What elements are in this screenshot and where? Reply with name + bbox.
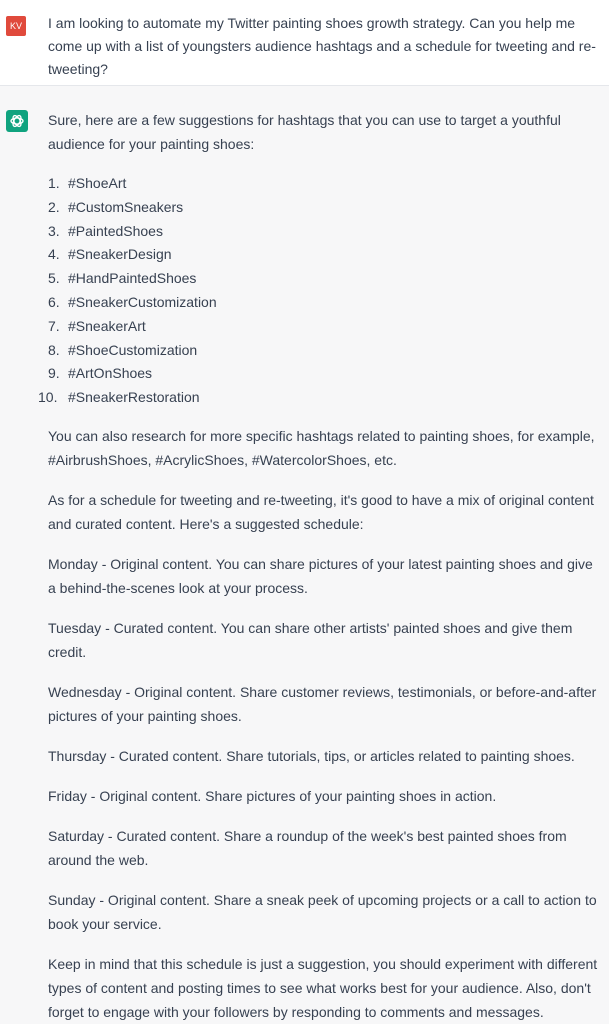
schedule-sunday: Sunday - Original content. Share a sneak peek of upcoming projects or a call to action to book your service. xyxy=(48,891,597,932)
assistant-avatar xyxy=(6,110,28,132)
list-item: 8. #ShoeCustomization xyxy=(48,341,198,358)
list-item: 10. #SneakerRestoration xyxy=(38,389,200,406)
schedule-intro-text: As for a schedule for tweeting and re-tweeting, it's good to have a mix of original content and curated content. Here's a suggested schedule: xyxy=(48,491,594,532)
assistant-message-content xyxy=(38,108,600,1024)
user-avatar: KV xyxy=(6,16,26,36)
openai-logo-icon xyxy=(9,113,25,129)
closing-text: Keep in mind that this schedule is just a suggestion, you should experiment with different types of content and posting times to see what works best for your audience. Also, don't forget to engage with your followers by responding to comments and messages. xyxy=(48,955,598,1020)
schedule-thursday: Thursday - Curated content. Share tutorials, tips, or articles related to painting shoes. xyxy=(48,747,575,764)
schedule-wednesday: Wednesday - Original content. Share customer reviews, testimonials, or before-and-after pictures of your painting shoes. xyxy=(48,683,597,724)
schedule-saturday: Saturday - Curated content. Share a roundup of the week's best painted shoes from around the web. xyxy=(48,827,567,868)
schedule-tuesday: Tuesday - Curated content. You can share other artists' painted shoes and give them credit. xyxy=(48,619,573,660)
user-message-text: I am looking to automate my Twitter painting shoes growth strategy. Can you help me come up with a list of youngsters audience hashtags and a schedule for tweeting and re-tweeting? xyxy=(48,15,596,77)
list-item: 4. #SneakerDesign xyxy=(48,246,172,263)
hashtag-list xyxy=(38,172,600,410)
list-item: 3. #PaintedShoes xyxy=(48,222,163,239)
list-item: 6. #SneakerCustomization xyxy=(48,293,217,310)
list-item: 2. #CustomSneakers xyxy=(48,198,184,215)
user-message-row xyxy=(0,0,609,86)
intro-text: Sure, here are a few suggestions for hashtags that you can use to target a youthful audience for your painting shoes: xyxy=(48,112,561,152)
list-item: 5. #HandPaintedShoes xyxy=(48,270,197,287)
schedule-friday: Friday - Original content. Share pictures of your painting shoes in action. xyxy=(48,787,497,804)
research-text: You can also research for more specific hashtags related to painting shoes, for example, #AirbrushShoes, #AcrylicShoes, #WatercolorShoes, etc. xyxy=(48,427,595,468)
schedule-monday: Monday - Original content. You can share pictures of your latest painting shoes and give a behind-the-scenes look at your process. xyxy=(48,555,593,596)
list-item: 7. #SneakerArt xyxy=(48,317,146,334)
list-item: 1. #ShoeArt xyxy=(48,175,127,191)
list-item: 9. #ArtOnShoes xyxy=(48,365,153,382)
assistant-message-row xyxy=(0,86,609,1024)
